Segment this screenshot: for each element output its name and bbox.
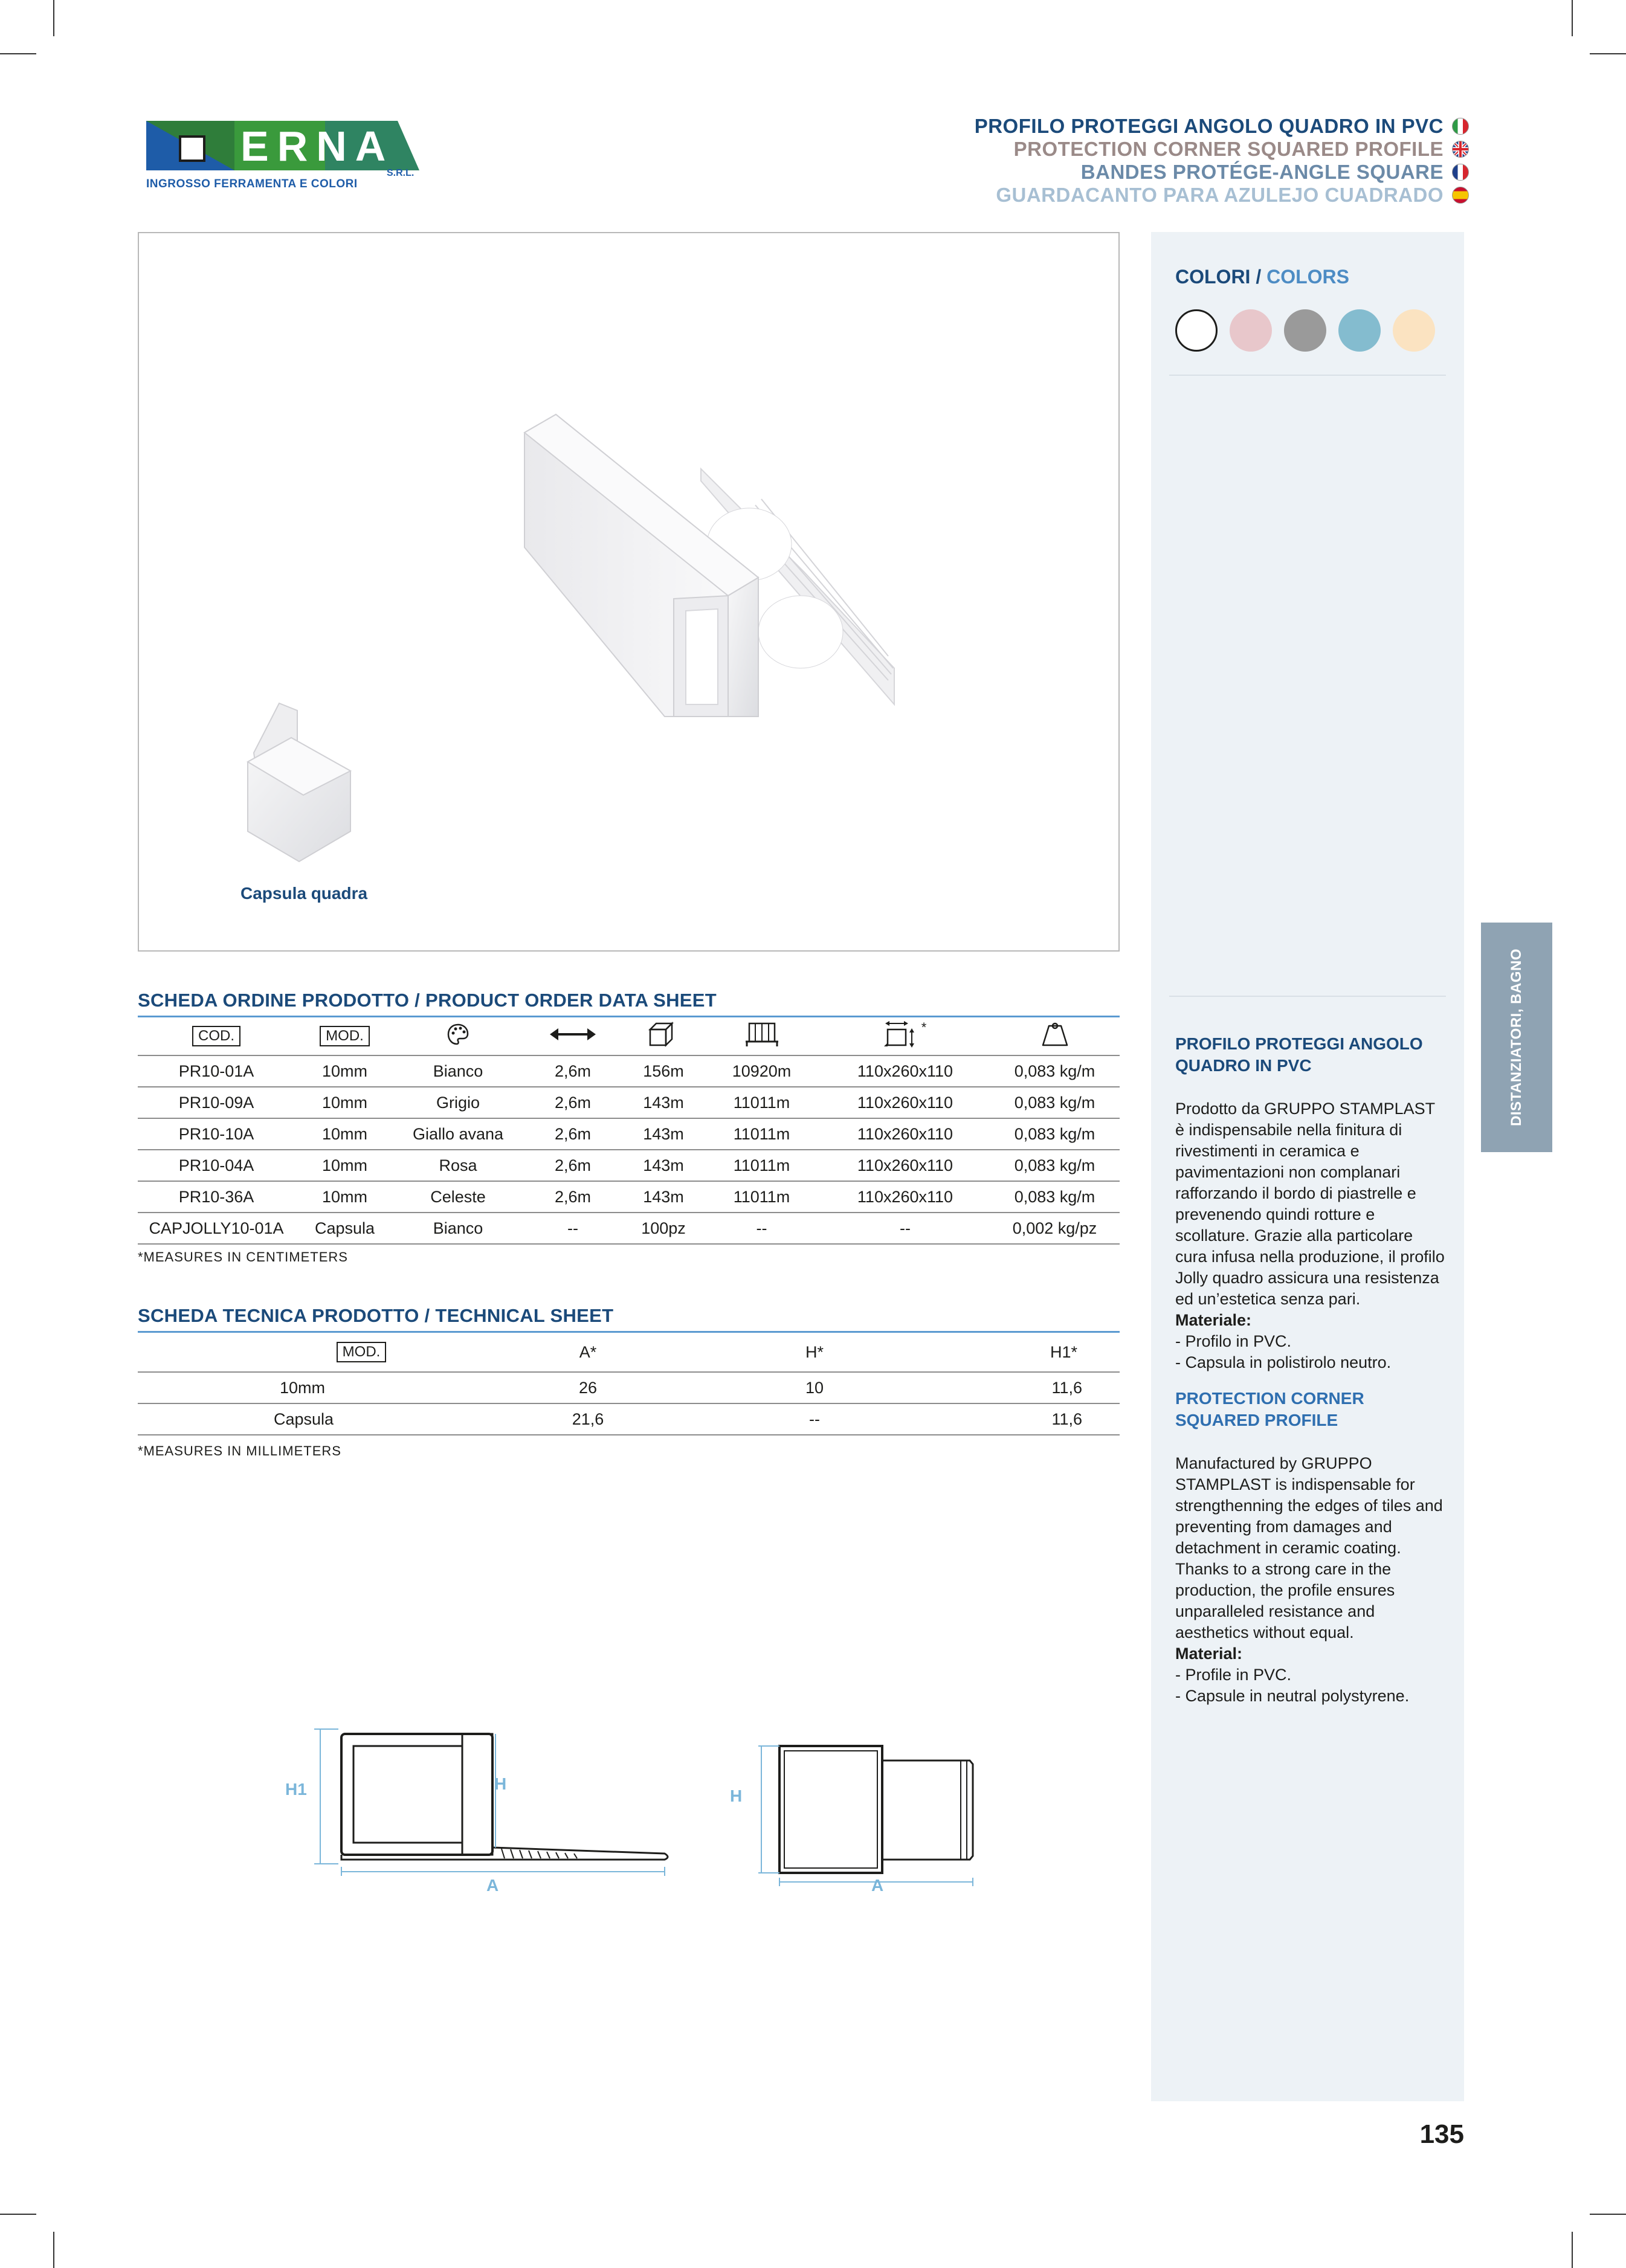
- uk-flag-icon: [1452, 141, 1469, 158]
- crop-mark: [0, 53, 36, 54]
- dimension-asterisk: *: [921, 1019, 927, 1035]
- es-flag-icon: [1452, 187, 1469, 204]
- material-it-label: Materiale:: [1175, 1311, 1252, 1329]
- color-swatch-grey: [1284, 309, 1326, 352]
- product-titles: [975, 115, 1469, 207]
- a-header: A*: [476, 1333, 700, 1372]
- it-flag-icon: [1452, 118, 1469, 135]
- sidebar-divider: [1169, 996, 1446, 997]
- table-row: PR10-36A 10mm Celeste 2,6m 143m 11011m 110x260x110 0,083 kg/m: [138, 1181, 1120, 1213]
- cap-caption: Capsula quadra: [240, 884, 368, 903]
- material-en-1: - Profile in PVC.: [1175, 1666, 1292, 1684]
- sidebar-divider: [1169, 375, 1446, 376]
- tech-header-row: [138, 1333, 1120, 1372]
- table-row: Capsula 21,6 -- 11,6: [138, 1403, 1120, 1435]
- category-tab-label: DISTANZIATORI, BAGNO: [1508, 949, 1524, 1126]
- fr-flag-icon: [1452, 164, 1469, 181]
- crop-mark: [1590, 2214, 1626, 2215]
- table-row: PR10-10A 10mm Giallo avana 2,6m 143m 11011m 110x260x110 0,083 kg/m: [138, 1118, 1120, 1150]
- dim-h1-label: H1: [285, 1780, 307, 1799]
- mod-header: MOD.: [337, 1342, 387, 1362]
- tech-note: *MEASURES IN MILLIMETERS: [138, 1443, 341, 1458]
- crop-mark: [0, 2214, 36, 2215]
- title-it: PROFILO PROTEGGI ANGOLO QUADRO IN PVC: [975, 115, 1469, 138]
- title-es: GUARDACANTO PARA AZULEJO CUADRADO: [975, 184, 1469, 207]
- mod-header: MOD.: [320, 1026, 370, 1046]
- cap-dim-h-label: H: [730, 1786, 743, 1805]
- sidebar: [1151, 232, 1464, 2101]
- length-arrow-icon: [550, 1025, 596, 1043]
- material-it-2: - Capsula in polistirolo neutro.: [1175, 1353, 1392, 1371]
- material-it-1: - Profilo in PVC.: [1175, 1332, 1292, 1350]
- tech-table: [138, 1333, 1120, 1435]
- logo-suffix: S.R.L.: [387, 168, 415, 178]
- description-en-title: PROTECTION CORNER SQUARED PROFILE: [1175, 1389, 1364, 1429]
- tech-sheet-title: SCHEDA TECNICA PRODOTTO / TECHNICAL SHEET: [138, 1305, 614, 1326]
- table-row: 10mm 26 10 11,6: [138, 1372, 1120, 1403]
- color-palette-icon: [446, 1022, 470, 1046]
- h1-header: H1*: [929, 1333, 1120, 1372]
- dim-h-label: H: [494, 1774, 507, 1793]
- box-dimensions-icon: [884, 1020, 921, 1049]
- description-it: [1175, 1033, 1447, 1707]
- profile-photo: [139, 233, 1118, 950]
- description-en-body: Manufactured by GRUPPO STAMPLAST is indispensable for strengthenning the edges of tiles and preventing from damages and detachment in ceramic coating. Thanks to a strong care in the production, the profile ensures unparalleled resistance and aesthetics without equal.: [1175, 1454, 1443, 1641]
- description-it-body: Prodotto da GRUPPO STAMPLAST è indispensabile nella finitura di rivestimenti in ceramica e pavimentazioni non complanari rafforzando il bordo di piastrelle e prevenendo quindi rotture e scollature. Grazie alla particolare cura infusa nella produzione, il profilo Jolly quadro assicura una resistenza ed un’estetica senza pari.: [1175, 1100, 1445, 1308]
- crop-mark: [53, 0, 54, 36]
- crop-mark: [1572, 0, 1573, 36]
- logo-brand: ERNA: [240, 123, 395, 170]
- logo: [144, 118, 422, 197]
- color-swatch-beige: [1393, 309, 1435, 352]
- weight-icon: [1040, 1021, 1069, 1048]
- crop-mark: [1572, 2232, 1573, 2268]
- pallet-icon: [743, 1021, 781, 1048]
- table-row: PR10-04A 10mm Rosa 2,6m 143m 11011m 110x260x110 0,083 kg/m: [138, 1150, 1120, 1181]
- page-number: 135: [1419, 2119, 1464, 2149]
- order-table: [138, 1017, 1120, 1245]
- order-note: *MEASURES IN CENTIMETERS: [138, 1249, 348, 1264]
- color-swatch-light-blue: [1338, 309, 1381, 352]
- cod-header: COD.: [192, 1026, 240, 1046]
- crop-mark: [53, 2232, 54, 2268]
- title-en: PROTECTION CORNER SQUARED PROFILE: [975, 138, 1469, 161]
- description-it-title: PROFILO PROTEGGI ANGOLO QUADRO IN PVC: [1175, 1034, 1423, 1075]
- crop-mark: [1590, 53, 1626, 54]
- table-row: PR10-01A 10mm Bianco 2,6m 156m 10920m 110x260x110 0,083 kg/m: [138, 1055, 1120, 1087]
- table-row: CAPJOLLY10-01A Capsula Bianco -- 100pz -- -- 0,002 kg/pz: [138, 1213, 1120, 1244]
- technical-drawing: [278, 1722, 1003, 1903]
- material-en-2: - Capsule in neutral polystyrene.: [1175, 1687, 1410, 1705]
- cap-dim-a-label: A: [871, 1876, 884, 1895]
- color-swatch-white: [1175, 309, 1218, 352]
- order-header-row: [138, 1017, 1120, 1055]
- h-header: H*: [700, 1333, 929, 1372]
- dim-a-label: A: [486, 1876, 499, 1895]
- color-swatch-pink: [1230, 309, 1272, 352]
- table-row: PR10-09A 10mm Grigio 2,6m 143m 11011m 110x260x110 0,083 kg/m: [138, 1087, 1120, 1118]
- category-tab: [1481, 923, 1552, 1152]
- logo-tagline: INGROSSO FERRAMENTA E COLORI: [146, 178, 358, 190]
- title-fr: BANDES PROTÉGE-ANGLE SQUARE: [975, 161, 1469, 184]
- order-sheet-title: SCHEDA ORDINE PRODOTTO / PRODUCT ORDER DATA SHEET: [138, 990, 717, 1011]
- box-package-icon: [648, 1021, 679, 1048]
- material-en-label: Material:: [1175, 1645, 1243, 1663]
- product-photo: [138, 232, 1120, 952]
- colors-title: COLORI / COLORS: [1175, 266, 1349, 288]
